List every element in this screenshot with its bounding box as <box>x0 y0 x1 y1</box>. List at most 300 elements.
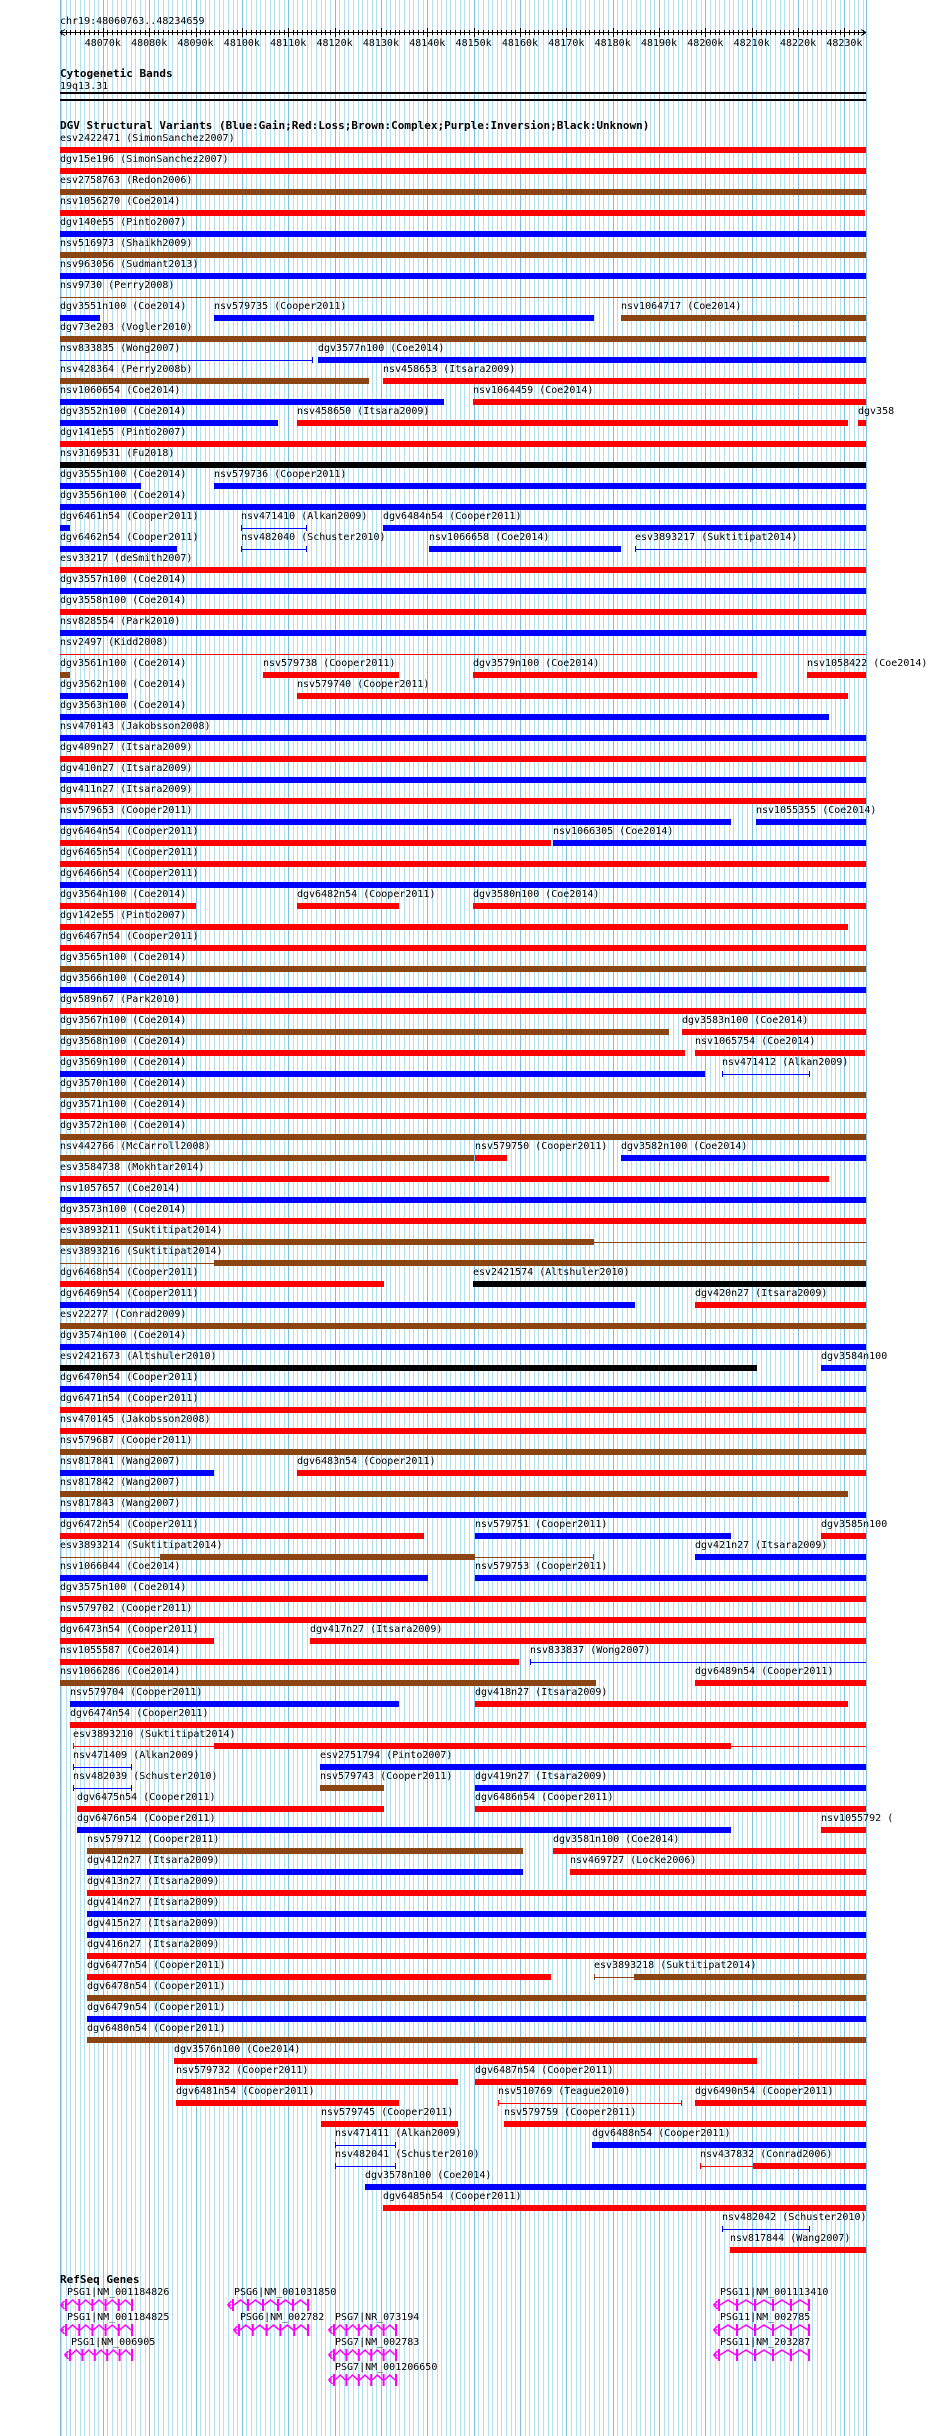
variant-label[interactable]: nsv1056270 (Coe2014) <box>60 196 181 207</box>
variant-bar[interactable] <box>60 861 866 867</box>
variant-label[interactable]: dgv6469n54 (Cooper2011) <box>60 1288 199 1299</box>
variant-bar[interactable] <box>60 1386 866 1392</box>
variant-bar[interactable] <box>60 252 866 258</box>
variant-label[interactable]: nsv1066305 (Coe2014) <box>553 826 674 837</box>
variant-bar[interactable] <box>77 1806 384 1812</box>
variant-label[interactable]: dgv3556n100 (Coe2014) <box>60 490 187 501</box>
variant-label[interactable]: nsv482041 (Schuster2010) <box>335 2149 480 2160</box>
gene-label[interactable]: PSG1|NM_006905 <box>71 2337 156 2348</box>
variant-bar[interactable] <box>60 1281 384 1287</box>
variant-label[interactable]: dgv415n27 (Itsara2009) <box>87 1918 220 1929</box>
variant-label[interactable]: nsv470143 (Jakobsson2008) <box>60 721 211 732</box>
variant-label[interactable]: dgv413n27 (Itsara2009) <box>87 1876 220 1887</box>
variant-bar[interactable] <box>60 273 866 279</box>
variant-bar[interactable] <box>60 672 70 678</box>
variant-bar[interactable] <box>475 1806 866 1812</box>
variant-bar[interactable] <box>297 420 848 426</box>
variant-bar[interactable] <box>504 2121 866 2127</box>
variant-label[interactable]: dgv412n27 (Itsara2009) <box>87 1855 220 1866</box>
variant-label[interactable]: nsv1064717 (Coe2014) <box>621 301 742 312</box>
gene-label[interactable]: PSG1|NM_001184825 <box>67 2312 170 2323</box>
gene-model-icon[interactable] <box>227 2299 310 2311</box>
variant-label[interactable]: nsv1057657 (Coe2014) <box>60 1183 181 1194</box>
gene-model-icon[interactable] <box>328 2374 398 2386</box>
variant-bar[interactable] <box>77 1827 731 1833</box>
variant-bar[interactable] <box>60 525 70 531</box>
variant-bar[interactable] <box>553 1848 866 1854</box>
variant-label[interactable]: nsv833835 (Wong2007) <box>60 343 181 354</box>
variant-bar[interactable] <box>60 567 866 573</box>
variant-span-line[interactable] <box>60 297 866 298</box>
variant-label[interactable]: nsv1066044 (Coe2014) <box>60 1561 181 1572</box>
variant-bar[interactable] <box>682 1029 866 1035</box>
variant-bar[interactable] <box>695 1302 866 1308</box>
variant-label[interactable]: nsv2497 (Kidd2008) <box>60 637 169 648</box>
variant-label[interactable]: dgv3573n100 (Coe2014) <box>60 1204 187 1215</box>
variant-bar[interactable] <box>475 1533 731 1539</box>
variant-label[interactable]: nsv1055355 (Coe2014) <box>756 805 877 816</box>
gene-label[interactable]: PSG11|NM_001113410 <box>720 2287 829 2298</box>
variant-bar[interactable] <box>60 168 866 174</box>
variant-label[interactable]: nsv471409 (Alkan2009) <box>73 1750 200 1761</box>
variant-label[interactable]: dgv3563n100 (Coe2014) <box>60 700 187 711</box>
variant-label[interactable]: dgv6480n54 (Cooper2011) <box>87 2023 226 2034</box>
variant-bar[interactable] <box>60 735 866 741</box>
variant-bar[interactable] <box>621 315 866 321</box>
variant-label[interactable]: dgv411n27 (Itsara2009) <box>60 784 193 795</box>
variant-label[interactable]: dgv3561n100 (Coe2014) <box>60 658 187 669</box>
variant-bar[interactable] <box>695 1050 865 1056</box>
variant-label[interactable]: dgv3584n100 <box>821 1351 888 1362</box>
variant-span-line[interactable] <box>530 1662 866 1663</box>
variant-bar[interactable] <box>297 693 848 699</box>
variant-label[interactable]: esv22277 (Conrad2009) <box>60 1309 187 1320</box>
variant-label[interactable]: dgv6478n54 (Cooper2011) <box>87 1981 226 1992</box>
variant-label[interactable]: dgv3565n100 (Coe2014) <box>60 952 187 963</box>
variant-label[interactable]: dgv6462n54 (Cooper2011) <box>60 532 199 543</box>
variant-label[interactable]: nsv1058422 (Coe2014) <box>807 658 927 669</box>
variant-bar[interactable] <box>214 1260 866 1266</box>
variant-label[interactable]: dgv3570n100 (Coe2014) <box>60 1078 187 1089</box>
variant-bar[interactable] <box>60 756 866 762</box>
gene-model-icon[interactable] <box>328 2349 398 2361</box>
variant-label[interactable]: dgv6483n54 (Cooper2011) <box>297 1456 436 1467</box>
variant-label[interactable]: dgv6487n54 (Cooper2011) <box>475 2065 614 2076</box>
variant-label[interactable]: dgv6461n54 (Cooper2011) <box>60 511 199 522</box>
gene-model-icon[interactable] <box>64 2349 134 2361</box>
variant-span-line[interactable] <box>73 1767 132 1768</box>
variant-label[interactable]: nsv1055587 (Coe2014) <box>60 1645 181 1656</box>
gene-label[interactable]: PSG7|NR_073194 <box>335 2312 420 2323</box>
variant-span-line[interactable] <box>73 1788 132 1789</box>
variant-label[interactable]: nsv428364 (Perry2008b) <box>60 364 193 375</box>
variant-bar[interactable] <box>756 819 866 825</box>
variant-bar[interactable] <box>60 231 866 237</box>
variant-bar[interactable] <box>87 1953 866 1959</box>
variant-label[interactable]: nsv579750 (Cooper2011) <box>475 1141 608 1152</box>
variant-bar[interactable] <box>297 903 399 909</box>
variant-bar[interactable] <box>60 1071 705 1077</box>
variant-bar[interactable] <box>87 2037 866 2043</box>
variant-label[interactable]: dgv6470n54 (Cooper2011) <box>60 1372 199 1383</box>
variant-label[interactable]: nsv1065754 (Coe2014) <box>695 1036 816 1047</box>
variant-label[interactable]: nsv579743 (Cooper2011) <box>320 1771 453 1782</box>
variant-label[interactable]: dgv6486n54 (Cooper2011) <box>475 1792 614 1803</box>
variant-bar[interactable] <box>297 1470 866 1476</box>
variant-label[interactable]: nsv579687 (Cooper2011) <box>60 1435 193 1446</box>
variant-bar[interactable] <box>60 378 369 384</box>
gene-model-icon[interactable] <box>233 2324 310 2336</box>
variant-bar[interactable] <box>60 630 866 636</box>
variant-label[interactable]: nsv482039 (Schuster2010) <box>73 1771 218 1782</box>
variant-span-line[interactable] <box>241 528 307 529</box>
variant-bar[interactable] <box>87 1869 523 1875</box>
variant-bar[interactable] <box>60 1449 866 1455</box>
variant-label[interactable]: nsv3169531 (Fu2018) <box>60 448 175 459</box>
variant-bar[interactable] <box>60 1008 866 1014</box>
variant-bar[interactable] <box>473 903 866 909</box>
variant-bar[interactable] <box>60 714 829 720</box>
variant-label[interactable]: esv2422471 (SimonSanchez2007) <box>60 133 235 144</box>
variant-label[interactable]: esv3584738 (Mokhtar2014) <box>60 1162 205 1173</box>
variant-bar[interactable] <box>87 1974 551 1980</box>
variant-label[interactable]: nsv1066286 (Coe2014) <box>60 1666 181 1677</box>
variant-bar[interactable] <box>60 966 866 972</box>
variant-bar[interactable] <box>475 1785 866 1791</box>
variant-label[interactable]: dgv589n67 (Park2010) <box>60 994 181 1005</box>
variant-bar[interactable] <box>174 2058 757 2064</box>
variant-label[interactable]: dgv3577n100 (Coe2014) <box>318 343 445 354</box>
gene-model-icon[interactable] <box>60 2324 134 2336</box>
variant-label[interactable]: dgv3557n100 (Coe2014) <box>60 574 187 585</box>
variant-bar[interactable] <box>60 1323 866 1329</box>
variant-label[interactable]: nsv458650 (Itsara2009) <box>297 406 430 417</box>
variant-label[interactable]: dgv3552n100 (Coe2014) <box>60 406 187 417</box>
variant-bar[interactable] <box>318 357 866 363</box>
variant-label[interactable]: esv3893214 (Suktitipat2014) <box>60 1540 223 1551</box>
variant-label[interactable]: nsv817843 (Wang2007) <box>60 1498 181 1509</box>
variant-bar[interactable] <box>592 2142 866 2148</box>
variant-bar[interactable] <box>176 2079 458 2085</box>
variant-bar[interactable] <box>60 315 100 321</box>
variant-label[interactable]: nsv817844 (Wang2007) <box>730 2233 851 2244</box>
variant-bar[interactable] <box>695 1554 866 1560</box>
variant-bar[interactable] <box>60 987 866 993</box>
variant-label[interactable]: dgv6474n54 (Cooper2011) <box>70 1708 209 1719</box>
variant-label[interactable]: dgv6484n54 (Cooper2011) <box>383 511 522 522</box>
variant-bar[interactable] <box>553 840 866 846</box>
variant-bar[interactable] <box>383 525 866 531</box>
variant-bar[interactable] <box>214 315 594 321</box>
variant-label[interactable]: dgv6465n54 (Cooper2011) <box>60 847 199 858</box>
variant-span-line[interactable] <box>722 1074 810 1075</box>
variant-bar[interactable] <box>821 1365 866 1371</box>
variant-label[interactable]: nsv1060654 (Coe2014) <box>60 385 181 396</box>
variant-bar[interactable] <box>383 2205 866 2211</box>
variant-label[interactable]: dgv6468n54 (Cooper2011) <box>60 1267 199 1278</box>
variant-bar[interactable] <box>60 1638 214 1644</box>
variant-bar[interactable] <box>60 147 866 153</box>
variant-label[interactable]: nsv510769 (Teague2010) <box>498 2086 631 2097</box>
variant-bar[interactable] <box>730 2247 866 2253</box>
variant-label[interactable]: esv3893217 (Suktitipat2014) <box>635 532 798 543</box>
gene-model-icon[interactable] <box>713 2299 811 2311</box>
variant-label[interactable]: nsv482040 (Schuster2010) <box>241 532 386 543</box>
variant-bar[interactable] <box>60 462 866 468</box>
variant-label[interactable]: dgv6489n54 (Cooper2011) <box>695 1666 834 1677</box>
variant-label[interactable]: dgv6467n54 (Cooper2011) <box>60 931 199 942</box>
variant-label[interactable]: nsv1064459 (Coe2014) <box>473 385 594 396</box>
variant-bar[interactable] <box>60 1680 596 1686</box>
variant-bar[interactable] <box>821 1533 866 1539</box>
variant-label[interactable]: nsv579653 (Cooper2011) <box>60 805 193 816</box>
gene-label[interactable]: PSG11|NM_203287 <box>720 2337 811 2348</box>
variant-label[interactable]: dgv3566n100 (Coe2014) <box>60 973 187 984</box>
variant-bar[interactable] <box>365 2184 866 2190</box>
variant-bar[interactable] <box>60 609 866 615</box>
variant-label[interactable]: esv33217 (deSmith2007) <box>60 553 193 564</box>
variant-label[interactable]: nsv579753 (Cooper2011) <box>475 1561 608 1572</box>
variant-bar[interactable] <box>214 1743 731 1749</box>
variant-bar[interactable] <box>807 672 866 678</box>
gene-label[interactable]: PSG6|NM_002782 <box>240 2312 325 2323</box>
variant-span-line[interactable] <box>60 360 313 361</box>
variant-label[interactable]: esv2421574 (Altshuler2010) <box>473 1267 630 1278</box>
variant-label[interactable]: nsv579759 (Cooper2011) <box>504 2107 637 2118</box>
variant-label[interactable]: dgv3585n100 <box>821 1519 888 1530</box>
variant-label[interactable]: dgv141e55 (Pinto2007) <box>60 427 187 438</box>
variant-bar[interactable] <box>60 189 866 195</box>
gene-label[interactable]: PSG11|NM_002785 <box>720 2312 811 2323</box>
variant-bar[interactable] <box>821 1827 866 1833</box>
variant-bar[interactable] <box>60 1344 866 1350</box>
variant-span-line[interactable] <box>335 2145 396 2146</box>
variant-bar[interactable] <box>60 1218 866 1224</box>
variant-bar[interactable] <box>60 1659 519 1665</box>
variant-bar[interactable] <box>473 1281 866 1287</box>
variant-label[interactable]: dgv3574n100 (Coe2014) <box>60 1330 187 1341</box>
variant-bar[interactable] <box>60 336 866 342</box>
variant-bar[interactable] <box>70 1722 866 1728</box>
gene-label[interactable]: PSG7|NM_001206650 <box>335 2362 438 2373</box>
variant-bar[interactable] <box>60 1176 829 1182</box>
gene-label[interactable]: PSG6|NM_001031850 <box>234 2287 337 2298</box>
variant-label[interactable]: dgv3569n100 (Coe2014) <box>60 1057 187 1068</box>
variant-bar[interactable] <box>263 672 399 678</box>
variant-bar[interactable] <box>60 1239 594 1245</box>
variant-bar[interactable] <box>753 2163 866 2169</box>
variant-bar[interactable] <box>87 1890 866 1896</box>
variant-label[interactable]: dgv3579n100 (Coe2014) <box>473 658 600 669</box>
variant-label[interactable]: nsv9730 (Perry2008) <box>60 280 175 291</box>
variant-span-line[interactable] <box>241 549 307 550</box>
variant-label[interactable]: dgv417n27 (Itsara2009) <box>310 1624 443 1635</box>
variant-label[interactable]: nsv579751 (Cooper2011) <box>475 1519 608 1530</box>
variant-bar[interactable] <box>176 2100 399 2106</box>
variant-label[interactable]: nsv579738 (Cooper2011) <box>263 658 396 669</box>
variant-label[interactable]: dgv6476n54 (Cooper2011) <box>77 1813 216 1824</box>
variant-label[interactable]: dgv420n27 (Itsara2009) <box>695 1288 828 1299</box>
variant-label[interactable]: dgv3562n100 (Coe2014) <box>60 679 187 690</box>
variant-label[interactable]: dgv3551n100 (Coe2014) <box>60 301 187 312</box>
gene-model-icon[interactable] <box>713 2349 811 2361</box>
variant-span-line[interactable] <box>335 2166 396 2167</box>
variant-label[interactable]: nsv471410 (Alkan2009) <box>241 511 368 522</box>
variant-label[interactable]: dgv416n27 (Itsara2009) <box>87 1939 220 1950</box>
variant-bar[interactable] <box>60 798 866 804</box>
variant-span-line[interactable] <box>722 2229 810 2230</box>
variant-label[interactable]: dgv6471n54 (Cooper2011) <box>60 1393 199 1404</box>
variant-label[interactable]: esv3893218 (Suktitipat2014) <box>594 1960 757 1971</box>
gene-model-icon[interactable] <box>60 2299 134 2311</box>
variant-bar[interactable] <box>60 210 865 216</box>
variant-bar[interactable] <box>60 420 278 426</box>
gene-label[interactable]: PSG1|NM_001184826 <box>67 2287 170 2298</box>
variant-label[interactable]: dgv6473n54 (Cooper2011) <box>60 1624 199 1635</box>
variant-label[interactable]: esv2751794 (Pinto2007) <box>320 1750 453 1761</box>
variant-span-line[interactable] <box>635 549 866 550</box>
variant-bar[interactable] <box>60 1533 424 1539</box>
variant-label[interactable]: nsv579740 (Cooper2011) <box>297 679 430 690</box>
variant-bar[interactable] <box>858 420 866 426</box>
variant-label[interactable]: nsv442766 (McCarroll2008) <box>60 1141 211 1152</box>
variant-bar[interactable] <box>475 1155 507 1161</box>
variant-bar[interactable] <box>570 1869 866 1875</box>
variant-bar[interactable] <box>60 1470 214 1476</box>
variant-bar[interactable] <box>70 1701 399 1707</box>
variant-bar[interactable] <box>321 2121 458 2127</box>
variant-bar[interactable] <box>60 1365 757 1371</box>
variant-label[interactable]: nsv471411 (Alkan2009) <box>335 2128 462 2139</box>
variant-label[interactable]: dgv358 <box>858 406 895 417</box>
variant-label[interactable]: dgv15e196 (SimonSanchez2007) <box>60 154 229 165</box>
variant-label[interactable]: esv3893216 (Suktitipat2014) <box>60 1246 223 1257</box>
variant-label[interactable]: dgv3575n100 (Coe2014) <box>60 1582 187 1593</box>
variant-bar[interactable] <box>320 1785 384 1791</box>
variant-bar[interactable] <box>87 1848 523 1854</box>
variant-bar[interactable] <box>383 378 866 384</box>
variant-label[interactable]: dgv3558n100 (Coe2014) <box>60 595 187 606</box>
variant-label[interactable]: dgv3571n100 (Coe2014) <box>60 1099 187 1110</box>
variant-label[interactable]: dgv6481n54 (Cooper2011) <box>176 2086 315 2097</box>
variant-label[interactable]: dgv3578n100 (Coe2014) <box>365 2170 492 2181</box>
variant-label[interactable]: nsv817841 (Wang2007) <box>60 1456 181 1467</box>
variant-bar[interactable] <box>60 588 866 594</box>
variant-bar[interactable] <box>60 1575 428 1581</box>
variant-label[interactable]: dgv6490n54 (Cooper2011) <box>695 2086 834 2097</box>
variant-bar[interactable] <box>60 903 196 909</box>
variant-bar[interactable] <box>60 693 128 699</box>
variant-bar[interactable] <box>87 1932 866 1938</box>
variant-label[interactable]: esv2421673 (Altshuler2010) <box>60 1351 217 1362</box>
variant-label[interactable]: dgv3567n100 (Coe2014) <box>60 1015 187 1026</box>
variant-label[interactable]: nsv817842 (Wang2007) <box>60 1477 181 1488</box>
variant-bar[interactable] <box>60 1092 866 1098</box>
variant-bar[interactable] <box>60 1029 669 1035</box>
variant-bar[interactable] <box>634 1974 866 1980</box>
variant-bar[interactable] <box>60 945 866 951</box>
variant-label[interactable]: dgv6485n54 (Cooper2011) <box>383 2191 522 2202</box>
variant-bar[interactable] <box>473 399 866 405</box>
variant-bar[interactable] <box>60 1512 866 1518</box>
variant-span-line[interactable] <box>60 654 866 655</box>
variant-bar[interactable] <box>87 1911 866 1917</box>
variant-bar[interactable] <box>60 1155 474 1161</box>
variant-label[interactable]: dgv410n27 (Itsara2009) <box>60 763 193 774</box>
variant-label[interactable]: nsv1066658 (Coe2014) <box>429 532 550 543</box>
variant-label[interactable]: nsv437832 (Conrad2006) <box>700 2149 833 2160</box>
variant-label[interactable]: nsv833837 (Wong2007) <box>530 1645 651 1656</box>
variant-label[interactable]: dgv142e55 (Pinto2007) <box>60 910 187 921</box>
gene-model-icon[interactable] <box>713 2324 811 2336</box>
variant-label[interactable]: dgv419n27 (Itsara2009) <box>475 1771 608 1782</box>
variant-bar[interactable] <box>695 2100 866 2106</box>
variant-bar[interactable] <box>475 1701 848 1707</box>
variant-bar[interactable] <box>695 1680 866 1686</box>
variant-bar[interactable] <box>60 1491 848 1497</box>
variant-label[interactable]: dgv6466n54 (Cooper2011) <box>60 868 199 879</box>
variant-label[interactable]: nsv579712 (Cooper2011) <box>87 1834 220 1845</box>
variant-label[interactable]: nsv579732 (Cooper2011) <box>176 2065 309 2076</box>
variant-bar[interactable] <box>60 924 848 930</box>
variant-bar[interactable] <box>60 840 551 846</box>
variant-label[interactable]: nsv579735 (Cooper2011) <box>214 301 347 312</box>
variant-bar[interactable] <box>60 483 141 489</box>
variant-bar[interactable] <box>60 819 731 825</box>
variant-label[interactable]: dgv3582n100 (Coe2014) <box>621 1141 748 1152</box>
variant-label[interactable]: dgv6475n54 (Cooper2011) <box>77 1792 216 1803</box>
variant-bar[interactable] <box>475 1575 866 1581</box>
variant-label[interactable]: dgv6464n54 (Cooper2011) <box>60 826 199 837</box>
variant-label[interactable]: dgv6477n54 (Cooper2011) <box>87 1960 226 1971</box>
variant-bar[interactable] <box>87 1995 866 2001</box>
variant-bar[interactable] <box>320 1764 866 1770</box>
variant-label[interactable]: nsv471412 (Alkan2009) <box>722 1057 849 1068</box>
variant-label[interactable]: nsv579745 (Cooper2011) <box>321 2107 454 2118</box>
variant-label[interactable]: dgv3572n100 (Coe2014) <box>60 1120 187 1131</box>
variant-label[interactable]: dgv6482n54 (Cooper2011) <box>297 889 436 900</box>
variant-bar[interactable] <box>60 1134 866 1140</box>
variant-label[interactable]: nsv469727 (Locke2006) <box>570 1855 697 1866</box>
variant-bar[interactable] <box>60 1302 635 1308</box>
variant-label[interactable]: nsv1055792 ( <box>821 1813 894 1824</box>
variant-label[interactable]: dgv140e55 (Pinto2007) <box>60 217 187 228</box>
variant-label[interactable]: dgv418n27 (Itsara2009) <box>475 1687 608 1698</box>
variant-label[interactable]: nsv458653 (Itsara2009) <box>383 364 516 375</box>
variant-bar[interactable] <box>60 777 866 783</box>
variant-label[interactable]: nsv516973 (Shaikh2009) <box>60 238 193 249</box>
variant-label[interactable]: dgv421n27 (Itsara2009) <box>695 1540 828 1551</box>
variant-label[interactable]: dgv409n27 (Itsara2009) <box>60 742 193 753</box>
variant-bar[interactable] <box>60 1113 866 1119</box>
variant-bar[interactable] <box>60 546 177 552</box>
variant-bar[interactable] <box>60 882 866 888</box>
variant-bar[interactable] <box>60 399 444 405</box>
variant-label[interactable]: dgv73e203 (Vogler2010) <box>60 322 193 333</box>
variant-bar[interactable] <box>160 1554 475 1560</box>
variant-bar[interactable] <box>621 1155 866 1161</box>
variant-label[interactable]: dgv3581n100 (Coe2014) <box>553 1834 680 1845</box>
variant-bar[interactable] <box>60 504 866 510</box>
variant-bar[interactable] <box>60 1050 685 1056</box>
variant-label[interactable]: dgv3564n100 (Coe2014) <box>60 889 187 900</box>
variant-label[interactable]: dgv3555n100 (Coe2014) <box>60 469 187 480</box>
variant-label[interactable]: nsv579736 (Cooper2011) <box>214 469 347 480</box>
variant-label[interactable]: nsv482042 (Schuster2010) <box>722 2212 867 2223</box>
variant-bar[interactable] <box>60 1617 866 1623</box>
variant-label[interactable]: dgv3576n100 (Coe2014) <box>174 2044 301 2055</box>
variant-bar[interactable] <box>214 483 866 489</box>
